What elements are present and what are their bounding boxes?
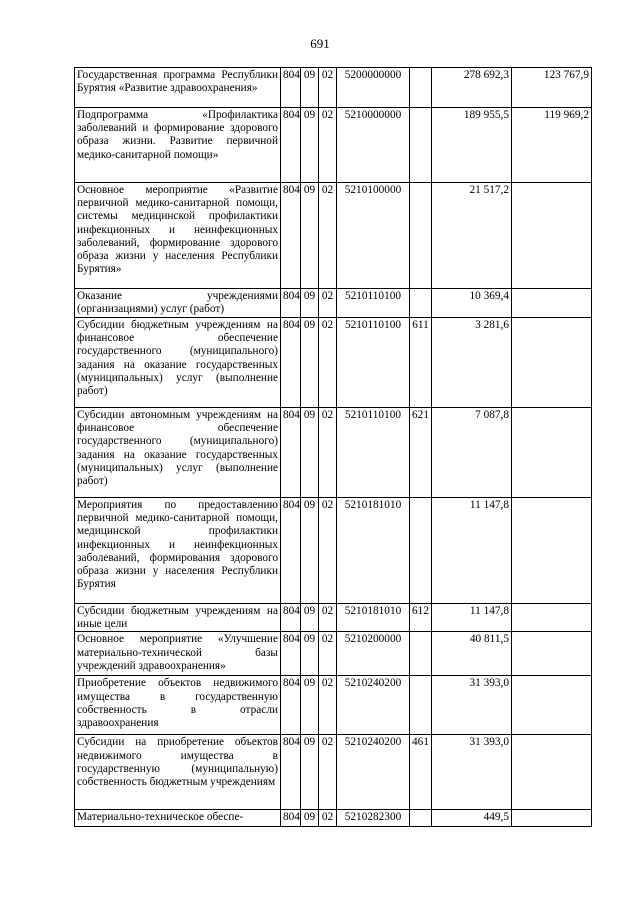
ministry-code-cell: 804 [281,735,301,810]
expense-type-code-cell [410,810,432,827]
target-item-code-cell: 5200000000 [337,68,410,108]
ministry-code-cell: 804 [281,408,301,498]
section-code-cell: 09 [301,318,319,408]
amount-cell-2 [512,810,592,827]
section-code-cell: 09 [301,108,319,183]
subsection-code-cell: 02 [319,183,337,289]
section-code-cell: 09 [301,810,319,827]
ministry-code-cell: 804 [281,676,301,735]
target-item-code-cell: 5210110100 [337,289,410,318]
row-name-cell: Субсидии бюджетным учреждениям на финансовое обеспечение государственного (муниципального) задания на оказание государственных (муниципальных) услуг (выполнение работ) [75,318,281,408]
section-code-cell: 09 [301,735,319,810]
expense-type-code-cell: 612 [410,604,432,632]
subsection-code-cell: 02 [319,604,337,632]
amount-cell-1: 3 281,6 [432,318,512,408]
amount-cell-2 [512,318,592,408]
amount-cell-1: 11 147,8 [432,604,512,632]
expense-type-code-cell: 461 [410,735,432,810]
budget-table [74,67,592,827]
ministry-code-cell: 804 [281,183,301,289]
table-row [75,289,592,318]
target-item-code-cell: 5210181010 [337,604,410,632]
subsection-code-cell: 02 [319,498,337,604]
subsection-code-cell: 02 [319,735,337,810]
table-row [75,735,592,810]
ministry-code-cell: 804 [281,289,301,318]
ministry-code-cell: 804 [281,498,301,604]
amount-cell-1: 11 147,8 [432,498,512,604]
section-code-cell: 09 [301,676,319,735]
table-row [75,318,592,408]
row-name-cell: Субсидии автономным учреждениям на финансовое обеспечение государственного (муниципального) задания на оказание государственных (муниципальных) услуг (выполнение работ) [75,408,281,498]
amount-cell-1: 31 393,0 [432,735,512,810]
expense-type-code-cell [410,289,432,318]
amount-cell-1: 10 369,4 [432,289,512,318]
row-name-cell: Государственная программа Республики Бурятия «Развитие здравоохранения» [75,68,281,108]
amount-cell-1: 7 087,8 [432,408,512,498]
expense-type-code-cell: 611 [410,318,432,408]
table-row [75,810,592,827]
amount-cell-1: 21 517,2 [432,183,512,289]
target-item-code-cell: 5210181010 [337,498,410,604]
section-code-cell: 09 [301,604,319,632]
table-row [75,183,592,289]
target-item-code-cell: 5210282300 [337,810,410,827]
row-name-cell: Основное мероприятие «Улучшение материально-технической базы учреждений здравоохранения» [75,632,281,676]
row-name-cell: Подпрограмма «Профилактика заболеваний и формирование здорового образа жизни. Развитие первичной медико-санитарной помощи» [75,108,281,183]
amount-cell-2 [512,676,592,735]
expense-type-code-cell [410,632,432,676]
section-code-cell: 09 [301,289,319,318]
expense-type-code-cell: 621 [410,408,432,498]
ministry-code-cell: 804 [281,810,301,827]
amount-cell-2 [512,632,592,676]
table-row [75,108,592,183]
row-name-cell: Мероприятия по предоставлению первичной медико-санитарной помощи, медицинской профилактики инфекционных и неинфекционных заболеваний, формирования здорового образа жизни у населения Республики Бурятия [75,498,281,604]
amount-cell-2 [512,604,592,632]
ministry-code-cell: 804 [281,108,301,183]
expense-type-code-cell [410,108,432,183]
target-item-code-cell: 5210000000 [337,108,410,183]
row-name-cell: Оказание учреждениями (организациями) услуг (работ) [75,289,281,318]
row-name-cell: Материально-техническое обеспе- [75,810,281,827]
row-name-cell: Субсидии на приобретение объектов недвижимого имущества в государственную (муниципальную) собственность бюджетным учреждениям [75,735,281,810]
subsection-code-cell: 02 [319,676,337,735]
subsection-code-cell: 02 [319,108,337,183]
table-row [75,408,592,498]
expense-type-code-cell [410,68,432,108]
expense-type-code-cell [410,183,432,289]
expense-type-code-cell [410,498,432,604]
amount-cell-2 [512,289,592,318]
section-code-cell: 09 [301,498,319,604]
target-item-code-cell: 5210200000 [337,632,410,676]
table-row [75,68,592,108]
target-item-code-cell: 5210240200 [337,735,410,810]
amount-cell-2 [512,408,592,498]
amount-cell-2 [512,735,592,810]
section-code-cell: 09 [301,408,319,498]
section-code-cell: 09 [301,68,319,108]
expense-type-code-cell [410,676,432,735]
table-row [75,498,592,604]
amount-cell-2 [512,498,592,604]
row-name-cell: Приобретение объектов недвижимого имущества в государственную собственность в отрасли здравоохранения [75,676,281,735]
target-item-code-cell: 5210100000 [337,183,410,289]
subsection-code-cell: 02 [319,810,337,827]
target-item-code-cell: 5210240200 [337,676,410,735]
target-item-code-cell: 5210110100 [337,408,410,498]
table-row [75,604,592,632]
amount-cell-1: 278 692,3 [432,68,512,108]
subsection-code-cell: 02 [319,318,337,408]
amount-cell-2: 123 767,9 [512,68,592,108]
ministry-code-cell: 804 [281,632,301,676]
subsection-code-cell: 02 [319,68,337,108]
amount-cell-1: 189 955,5 [432,108,512,183]
amount-cell-1: 449,5 [432,810,512,827]
target-item-code-cell: 5210110100 [337,318,410,408]
ministry-code-cell: 804 [281,604,301,632]
subsection-code-cell: 02 [319,289,337,318]
page-number: 691 [310,36,330,51]
row-name-cell: Субсидии бюджетным учреждениям на иные цели [75,604,281,632]
table-row [75,676,592,735]
section-code-cell: 09 [301,183,319,289]
row-name-cell: Основное мероприятие «Развитие первичной медико-санитарной помощи, системы медицинской профилактики инфекционных и неинфекционных заболеваний, формирование здорового образа жизни у населения Республики Бурятия» [75,183,281,289]
ministry-code-cell: 804 [281,68,301,108]
amount-cell-1: 31 393,0 [432,676,512,735]
table-row [75,632,592,676]
subsection-code-cell: 02 [319,632,337,676]
subsection-code-cell: 02 [319,408,337,498]
amount-cell-2: 119 969,2 [512,108,592,183]
section-code-cell: 09 [301,632,319,676]
amount-cell-2 [512,183,592,289]
ministry-code-cell: 804 [281,318,301,408]
amount-cell-1: 40 811,5 [432,632,512,676]
